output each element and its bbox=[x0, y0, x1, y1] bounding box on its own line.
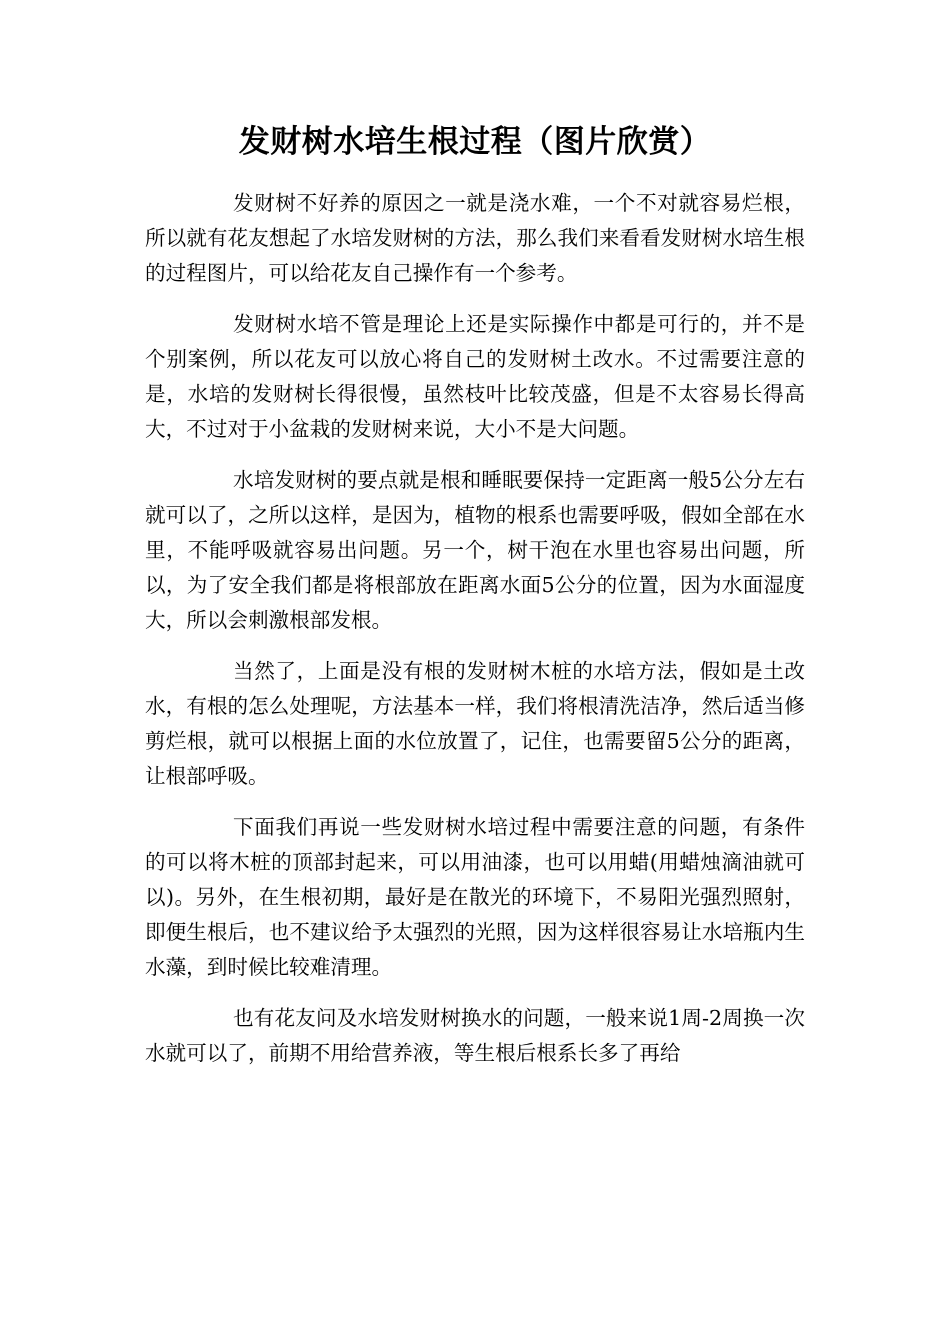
paragraph-3: 水培发财树的要点就是根和睡眠要保持一定距离一般5公分左右就可以了，之所以这样，是因为，植物的根系也需要呼吸，假如全部在水里，不能呼吸就容易出问题。另一个，树干泡在水里也容易出问题，所以，为了安全我们都是将根部放在距离水面5公分的位置，因为水面湿度大，所以会刺激根部发根。 bbox=[145, 468, 805, 632]
paragraph-1: 发财树不好养的原因之一就是浇水难，一个不对就容易烂根，所以就有花友想起了水培发财树的方法，那么我们来看看发财树水培生根的过程图片，可以给花友自己操作有一个参考。 bbox=[145, 191, 805, 285]
paragraph-4: 当然了，上面是没有根的发财树木桩的水培方法，假如是土改水，有根的怎么处理呢，方法基本一样，我们将根清洗洁净，然后适当修剪烂根，就可以根据上面的水位放置了，记住，也需要留5公分的距离，让根部呼吸。 bbox=[145, 659, 805, 788]
paragraph-6: 也有花友问及水培发财树换水的问题，一般来说1周-2周换一次水就可以了，前期不用给营养液，等生根后根系长多了再给 bbox=[145, 1006, 805, 1065]
paragraph-2: 发财树水培不管是理论上还是实际操作中都是可行的，并不是个别案例，所以花友可以放心将自己的发财树土改水。不过需要注意的是，水培的发财树长得很慢，虽然枝叶比较茂盛，但是不太容易长得高大，不过对于小盆栽的发财树来说，大小不是大问题。 bbox=[145, 312, 805, 441]
paragraph-5: 下面我们再说一些发财树水培过程中需要注意的问题，有条件的可以将木桩的顶部封起来，可以用油漆，也可以用蜡(用蜡烛滴油就可以)。另外，在生根初期，最好是在散光的环境下，不易阳光强烈照射，即便生根后，也不建议给予太强烈的光照，因为这样很容易让水培瓶内生水藻，到时候比较难清理。 bbox=[145, 815, 805, 979]
document-body bbox=[145, 186, 805, 1087]
document-title: 发财树水培生根过程（图片欣赏） bbox=[238, 124, 712, 160]
